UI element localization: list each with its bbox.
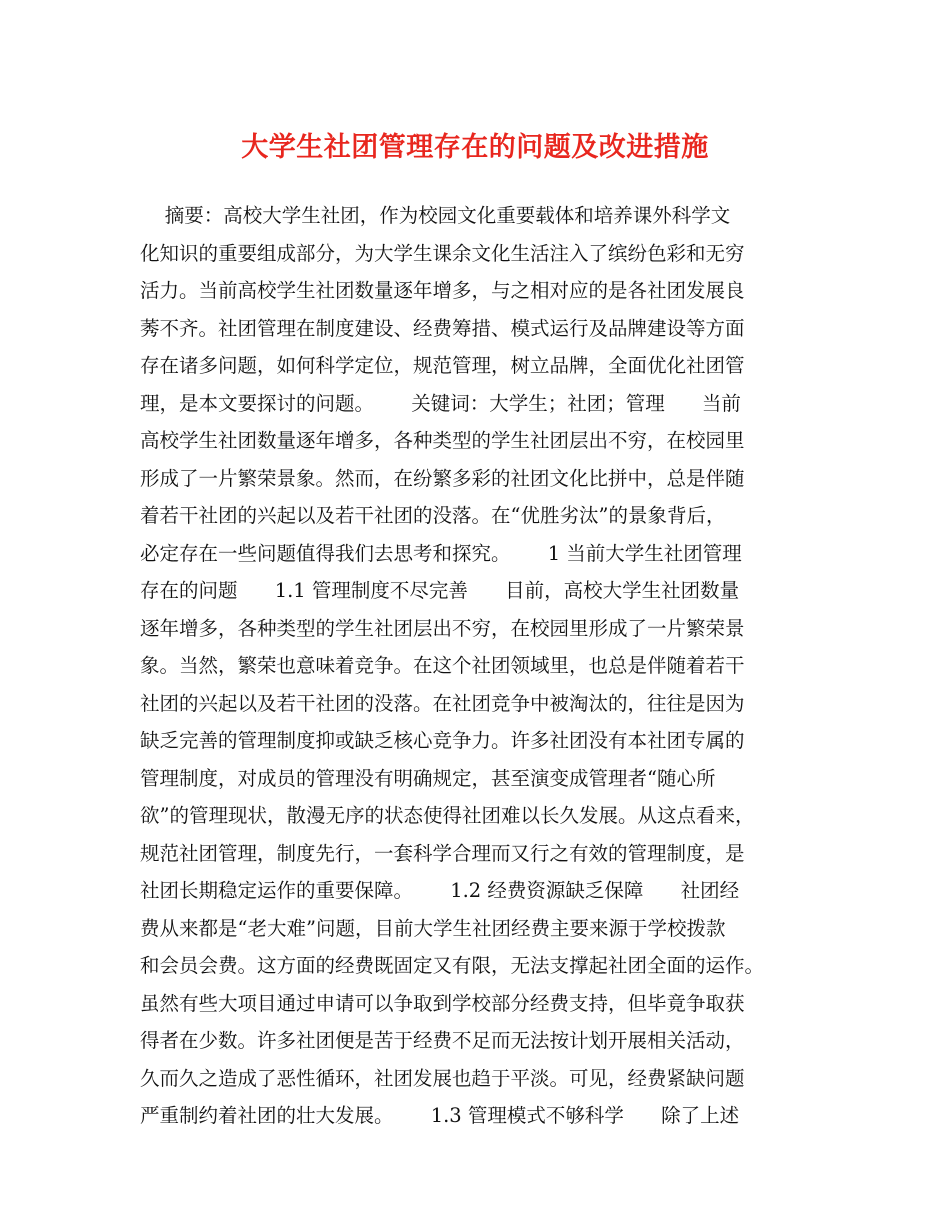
body-text-line: 严重制约着社团的壮大发展。 1.3 管理模式不够科学 除了上述 <box>140 1104 740 1127</box>
body-text-line: 得者在少数。许多社团便是苦于经费不足而无法按计划开展相关活动， <box>140 1029 745 1052</box>
body-text-line: 规范社团管理，制度先行，一套科学合理而又行之有效的管理制度，是 <box>140 841 745 865</box>
body-text-line: 虽然有些大项目通过申请可以争取到学校部分经费支持，但毕竟争取获 <box>140 991 745 1015</box>
body-text-line: 费从来都是“老大难”问题，目前大学生社团经费主要来源于学校拨款 <box>140 916 726 940</box>
body-text-line: 必定存在一些问题值得我们去思考和探究。 1 当前大学生社团管理 <box>140 541 742 565</box>
body-text-line: 社团的兴起以及若干社团的没落。在社团竞争中被淘汰的，往往是因为 <box>140 691 745 715</box>
body-text-line: 理，是本文要探讨的问题。 关键词：大学生；社团；管理 当前 <box>140 391 741 415</box>
body-text-line: 莠不齐。社团管理在制度建设、经费筹措、模式运行及品牌建设等方面 <box>140 316 745 340</box>
body-text-line: 摘要：高校大学生社团，作为校园文化重要载体和培养课外科学文 <box>140 204 731 227</box>
body-text-line: 活力。当前高校学生社团数量逐年增多，与之相对应的是各社团发展良 <box>140 279 745 302</box>
document-body <box>140 197 820 1135</box>
body-text-line: 存在的问题 1.1 管理制度不尽完善 目前，高校大学生社团数量 <box>140 579 740 602</box>
body-text-line: 管理制度，对成员的管理没有明确规定，甚至演变成管理者“随心所 <box>140 766 716 790</box>
body-text-line: 久而久之造成了恶性循环，社团发展也趋于平淡。可见，经费紧缺问题 <box>140 1066 745 1090</box>
body-text-line: 形成了一片繁荣景象。然而，在纷繁多彩的社团文化比拼中，总是伴随 <box>140 466 745 490</box>
body-text-line: 化知识的重要组成部分，为大学生课余文化生活注入了缤纷色彩和无穷 <box>140 241 745 265</box>
body-text-line: 和会员会费。这方面的经费既固定又有限，无法支撑起社团全面的运作。 <box>140 954 765 977</box>
body-text-line: 象。当然，繁荣也意味着竞争。在这个社团领域里，也总是伴随着若干 <box>140 654 745 677</box>
body-text-line: 社团长期稳定运作的重要保障。 1.2 经费资源缺乏保障 社团经 <box>140 879 740 902</box>
body-text-line: 高校学生社团数量逐年增多，各种类型的学生社团层出不穷，在校园里 <box>140 429 745 452</box>
body-text-line: 欲”的管理现状，散漫无序的状态使得社团难以长久发展。从这点看来， <box>140 804 755 827</box>
body-text-line: 逐年增多，各种类型的学生社团层出不穷，在校园里形成了一片繁荣景 <box>140 616 745 640</box>
body-text-line: 缺乏完善的管理制度抑或缺乏核心竞争力。许多社团没有本社团专属的 <box>140 729 745 752</box>
body-text-line: 着若干社团的兴起以及若干社团的没落。在“优胜劣汰”的景象背后， <box>140 504 726 527</box>
body-text-line: 存在诸多问题，如何科学定位，规范管理，树立品牌，全面优化社团管 <box>140 354 745 377</box>
document-title: 大学生社团管理存在的问题及改进措施 <box>241 132 709 163</box>
